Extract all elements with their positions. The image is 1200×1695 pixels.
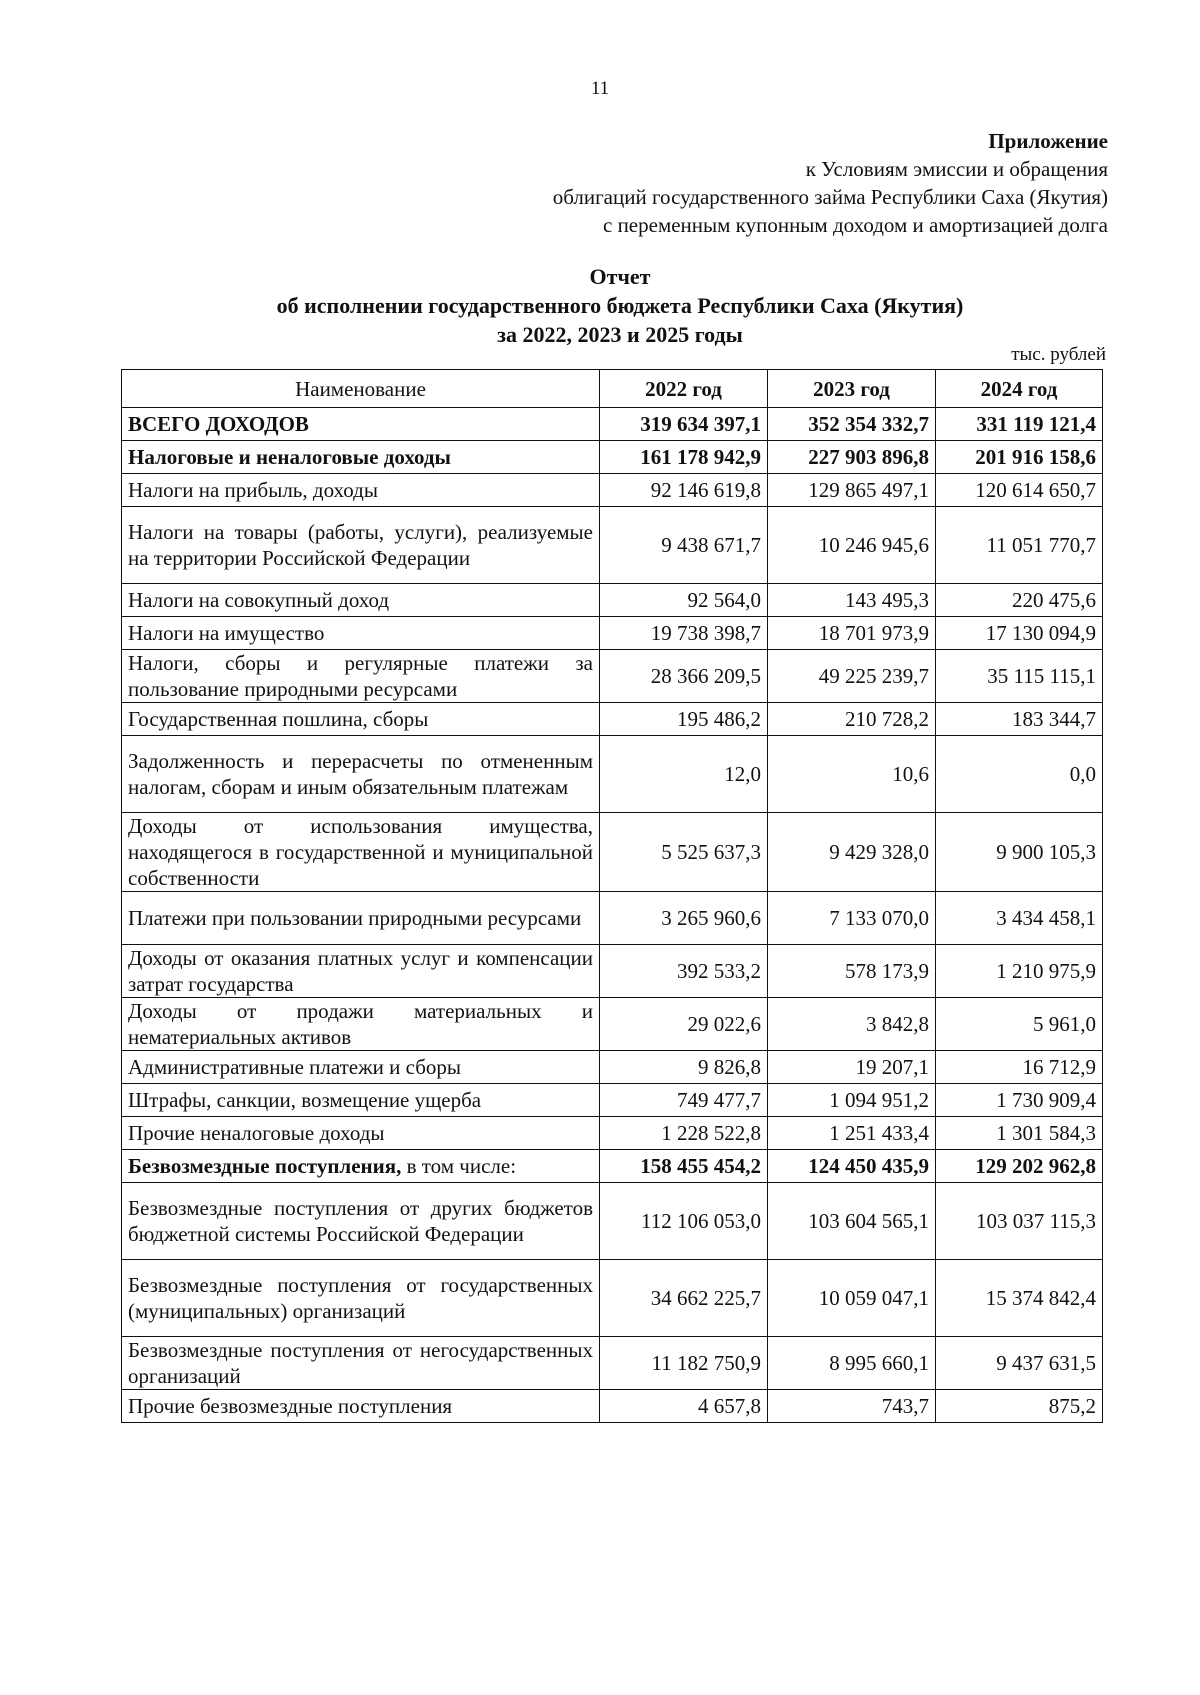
row-name: Налоги на товары (работы, услуги), реализуемые на территории Российской Федерации bbox=[122, 507, 600, 584]
appendix-title: Приложение bbox=[988, 129, 1108, 153]
row-name: Государственная пошлина, сборы bbox=[122, 703, 600, 736]
value-2023: 7 133 070,0 bbox=[768, 892, 936, 945]
row-name-bold: Безвозмездные поступления, bbox=[128, 1154, 402, 1178]
value-2024: 201 916 158,6 bbox=[936, 441, 1103, 474]
row-name: Доходы от использования имущества, находящегося в государственной и муниципальной собственности bbox=[122, 813, 600, 892]
value-2024: 16 712,9 bbox=[936, 1051, 1103, 1084]
value-2024: 1 210 975,9 bbox=[936, 945, 1103, 998]
table-row bbox=[122, 408, 1103, 441]
value-2022: 319 634 397,1 bbox=[600, 408, 768, 441]
value-2024: 1 301 584,3 bbox=[936, 1117, 1103, 1150]
table-row bbox=[122, 1150, 1103, 1183]
value-2022: 392 533,2 bbox=[600, 945, 768, 998]
value-2022: 19 738 398,7 bbox=[600, 617, 768, 650]
value-2023: 743,7 bbox=[768, 1390, 936, 1423]
value-2022: 195 486,2 bbox=[600, 703, 768, 736]
column-header-2023: 2023 год bbox=[768, 370, 936, 408]
value-2024: 183 344,7 bbox=[936, 703, 1103, 736]
value-2023: 9 429 328,0 bbox=[768, 813, 936, 892]
value-2024: 9 437 631,5 bbox=[936, 1337, 1103, 1390]
value-2024: 875,2 bbox=[936, 1390, 1103, 1423]
value-2022: 9 438 671,7 bbox=[600, 507, 768, 584]
value-2022: 92 146 619,8 bbox=[600, 474, 768, 507]
table-row bbox=[122, 1183, 1103, 1260]
value-2022: 12,0 bbox=[600, 736, 768, 813]
value-2024: 129 202 962,8 bbox=[936, 1150, 1103, 1183]
value-2024: 17 130 094,9 bbox=[936, 617, 1103, 650]
appendix-header bbox=[553, 127, 1108, 239]
value-2022: 9 826,8 bbox=[600, 1051, 768, 1084]
column-header-2024: 2024 год bbox=[936, 370, 1103, 408]
value-2024: 15 374 842,4 bbox=[936, 1260, 1103, 1337]
table-row bbox=[122, 1117, 1103, 1150]
value-2024: 0,0 bbox=[936, 736, 1103, 813]
value-2024: 35 115 115,1 bbox=[936, 650, 1103, 703]
value-2023: 3 842,8 bbox=[768, 998, 936, 1051]
table-row bbox=[122, 945, 1103, 998]
appendix-line-1: к Условиям эмиссии и обращения bbox=[805, 157, 1108, 181]
column-header-2022: 2022 год bbox=[600, 370, 768, 408]
value-2023: 10 246 945,6 bbox=[768, 507, 936, 584]
report-period: за 2022, 2023 и 2025 годы bbox=[497, 322, 743, 347]
row-name: Безвозмездные поступления от других бюджетов бюджетной системы Российской Федерации bbox=[122, 1183, 600, 1260]
value-2023: 103 604 565,1 bbox=[768, 1183, 936, 1260]
row-name: ВСЕГО ДОХОДОВ bbox=[122, 408, 600, 441]
value-2024: 220 475,6 bbox=[936, 584, 1103, 617]
row-name: Штрафы, санкции, возмещение ущерба bbox=[122, 1084, 600, 1117]
value-2023: 1 094 951,2 bbox=[768, 1084, 936, 1117]
units-label: тыс. рублей bbox=[1011, 344, 1106, 365]
table-row bbox=[122, 736, 1103, 813]
report-title: Отчет bbox=[589, 264, 651, 289]
row-name: Безвозмездные поступления от негосударственных организаций bbox=[122, 1337, 600, 1390]
value-2022: 34 662 225,7 bbox=[600, 1260, 768, 1337]
table-row bbox=[122, 1337, 1103, 1390]
row-name: Налоги на совокупный доход bbox=[122, 584, 600, 617]
value-2023: 19 207,1 bbox=[768, 1051, 936, 1084]
table-row bbox=[122, 1390, 1103, 1423]
row-name: Безвозмездные поступления от государственных (муниципальных) организаций bbox=[122, 1260, 600, 1337]
table-row bbox=[122, 703, 1103, 736]
value-2022: 749 477,7 bbox=[600, 1084, 768, 1117]
value-2023: 10 059 047,1 bbox=[768, 1260, 936, 1337]
table-row bbox=[122, 617, 1103, 650]
value-2022: 28 366 209,5 bbox=[600, 650, 768, 703]
budget-table bbox=[121, 369, 1103, 1423]
appendix-line-3: с переменным купонным доходом и амортизацией долга bbox=[603, 213, 1108, 237]
value-2023: 10,6 bbox=[768, 736, 936, 813]
value-2024: 120 614 650,7 bbox=[936, 474, 1103, 507]
value-2024: 3 434 458,1 bbox=[936, 892, 1103, 945]
value-2022: 161 178 942,9 bbox=[600, 441, 768, 474]
table-row bbox=[122, 1051, 1103, 1084]
appendix-line-2: облигаций государственного займа Республики Саха (Якутия) bbox=[552, 185, 1108, 209]
row-name: Доходы от продажи материальных и нематериальных активов bbox=[122, 998, 600, 1051]
value-2023: 227 903 896,8 bbox=[768, 441, 936, 474]
table-row bbox=[122, 813, 1103, 892]
value-2023: 129 865 497,1 bbox=[768, 474, 936, 507]
value-2023: 49 225 239,7 bbox=[768, 650, 936, 703]
table-row bbox=[122, 441, 1103, 474]
row-name: Налоги, сборы и регулярные платежи за пользование природными ресурсами bbox=[122, 650, 600, 703]
row-name bbox=[122, 1150, 600, 1183]
table-row bbox=[122, 507, 1103, 584]
table-row bbox=[122, 650, 1103, 703]
row-name: Прочие безвозмездные поступления bbox=[122, 1390, 600, 1423]
row-name: Доходы от оказания платных услуг и компенсации затрат государства bbox=[122, 945, 600, 998]
row-name: Прочие неналоговые доходы bbox=[122, 1117, 600, 1150]
row-name: Административные платежи и сборы bbox=[122, 1051, 600, 1084]
value-2023: 124 450 435,9 bbox=[768, 1150, 936, 1183]
row-name: Задолженность и перерасчеты по отмененным налогам, сборам и иным обязательным платежам bbox=[122, 736, 600, 813]
value-2023: 578 173,9 bbox=[768, 945, 936, 998]
value-2023: 352 354 332,7 bbox=[768, 408, 936, 441]
row-name: Налоги на имущество bbox=[122, 617, 600, 650]
value-2024: 9 900 105,3 bbox=[936, 813, 1103, 892]
value-2022: 4 657,8 bbox=[600, 1390, 768, 1423]
report-title-block bbox=[130, 262, 1110, 349]
row-name: Налоги на прибыль, доходы bbox=[122, 474, 600, 507]
value-2022: 3 265 960,6 bbox=[600, 892, 768, 945]
table-row bbox=[122, 1260, 1103, 1337]
value-2022: 11 182 750,9 bbox=[600, 1337, 768, 1390]
table-header-row bbox=[122, 370, 1103, 408]
table-row bbox=[122, 1084, 1103, 1117]
table-row bbox=[122, 584, 1103, 617]
value-2024: 1 730 909,4 bbox=[936, 1084, 1103, 1117]
value-2022: 112 106 053,0 bbox=[600, 1183, 768, 1260]
row-name: Налоговые и неналоговые доходы bbox=[122, 441, 600, 474]
value-2023: 143 495,3 bbox=[768, 584, 936, 617]
value-2022: 158 455 454,2 bbox=[600, 1150, 768, 1183]
value-2022: 92 564,0 bbox=[600, 584, 768, 617]
row-name: Платежи при пользовании природными ресурсами bbox=[122, 892, 600, 945]
row-name-suffix: в том числе: bbox=[401, 1154, 517, 1178]
value-2024: 103 037 115,3 bbox=[936, 1183, 1103, 1260]
value-2023: 18 701 973,9 bbox=[768, 617, 936, 650]
page-number: 11 bbox=[590, 78, 610, 99]
value-2023: 210 728,2 bbox=[768, 703, 936, 736]
table-row bbox=[122, 998, 1103, 1051]
value-2023: 1 251 433,4 bbox=[768, 1117, 936, 1150]
value-2024: 331 119 121,4 bbox=[936, 408, 1103, 441]
value-2022: 5 525 637,3 bbox=[600, 813, 768, 892]
report-subtitle: об исполнении государственного бюджета Республики Саха (Якутия) bbox=[276, 293, 964, 318]
table-row bbox=[122, 892, 1103, 945]
value-2023: 8 995 660,1 bbox=[768, 1337, 936, 1390]
column-header-name: Наименование bbox=[122, 370, 600, 408]
value-2024: 5 961,0 bbox=[936, 998, 1103, 1051]
table-row bbox=[122, 474, 1103, 507]
value-2024: 11 051 770,7 bbox=[936, 507, 1103, 584]
value-2022: 1 228 522,8 bbox=[600, 1117, 768, 1150]
value-2022: 29 022,6 bbox=[600, 998, 768, 1051]
